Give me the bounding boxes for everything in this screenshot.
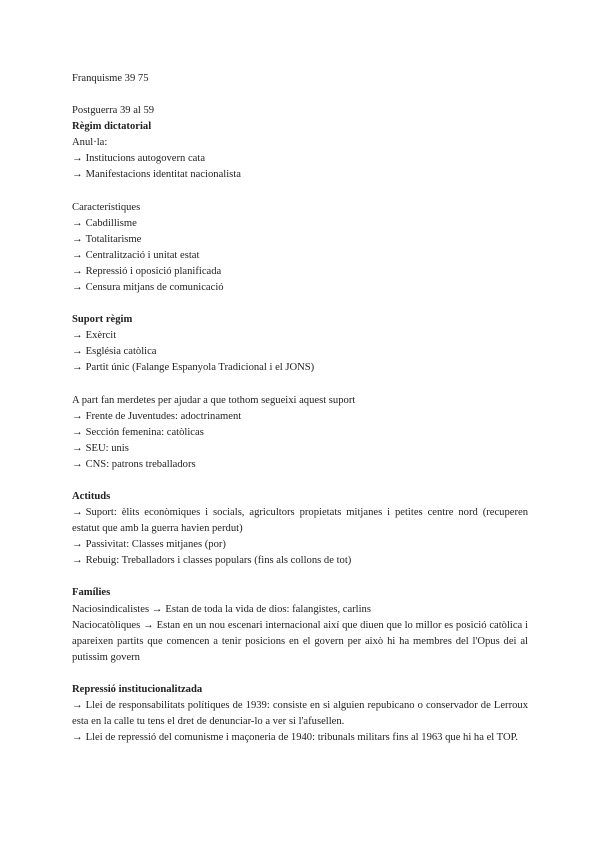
apart-intro: A part fan merdetes per ajudar a que tothom segueixi aquest suport [72,394,356,406]
repressio-heading: Repressió institucionalitzada [72,683,203,695]
arrow-icon: → [72,362,83,374]
arrow-icon: → [72,249,83,261]
document-title: Franquisme 39 75 [72,73,149,84]
arrow-icon: → [72,153,83,165]
arrow-icon: → [72,346,83,358]
list-item: → Partit únic (Falange Espanyola Tradicional i el JONS) [72,360,528,376]
list-item: → Centralització i unitat estat [72,248,528,264]
arrow-icon: → [72,217,83,229]
arrow-icon: → [143,619,154,631]
postguerra-line: Postguerra 39 al 59 [72,105,155,117]
arrow-icon: → [72,330,83,342]
arrow-icon: → [72,732,83,744]
arrow-icon: → [72,458,83,470]
arrow-icon: → [72,700,83,711]
arrow-icon: → [72,555,83,567]
family-naciosindicalistes: Naciosindicalistes → Estan de toda la vida de dios: falangistes, carlins [72,602,528,618]
list-item: → Repressió i oposició planificada [72,264,528,280]
list-item: → Exèrcit [72,328,528,344]
arrow-icon: → [72,507,83,519]
arrow-icon: → [72,282,83,294]
arrow-icon: → [72,169,83,181]
list-item: → Llei de responsabilitats polítiques de 1939: consiste en si alguien repubicano o conservador de Lerroux esta en la calle tu tens el dret de denunciar-lo a ver si l'afusellen. [72,700,528,728]
list-item: → Església catòlica [72,344,528,360]
list-item: → SEU: unis [72,441,528,457]
families-heading: Famílies [72,587,111,599]
arrow-icon: → [72,442,83,454]
list-item: → Censura mitjans de comunicació [72,280,528,296]
arrow-icon: → [72,265,83,277]
family-naciocatoliques: Naciocatòliques → Estan en un nou escenari internacional així que diuen que lo millor es posició catòlica i apareixen partits que comencen a tenir posicions en el govern per això hi ha membres del l'Opus dei al putissim govern [72,619,528,663]
suport-heading: Suport règim [72,314,133,326]
list-item: → Passivitat: Classes mitjanes (por) [72,537,528,553]
arrow-icon: → [72,539,83,551]
list-item: → Suport: èlits econòmiques i socials, agricultors propietats mitjanes i petites centre nord (recuperen estatut que amb la guerra havien perdut) [72,507,528,535]
arrow-icon: → [72,410,83,422]
arrow-icon: → [151,603,163,615]
list-item: → Cabdillisme [72,216,528,232]
arrow-icon: → [72,233,83,245]
regim-intro: Anul·la: [72,137,108,149]
list-item: → Sección femenina: catòlicas [72,425,528,441]
list-item: → Rebuig: Treballadors i classes populars (fins als collons de tot) [72,553,528,569]
list-item: → Institucions autogovern cata [72,151,528,167]
list-item: → Frente de Juventudes: adoctrinament [72,409,528,425]
arrow-icon: → [72,426,83,438]
list-item: → Totalitarisme [72,232,528,248]
regim-heading: Règim dictatorial [72,121,152,133]
list-item: → Manifestacions identitat nacionalista [72,167,528,183]
list-item: → CNS: patrons treballadors [72,457,528,473]
actituds-heading: Actituds [72,490,111,502]
list-item: → Llei de repressió del comunisme i maçoneria de 1940: tribunals militars fins al 1963 que hi ha el TOP. [72,730,528,746]
caracteristiques-heading: Característiques [72,201,141,213]
